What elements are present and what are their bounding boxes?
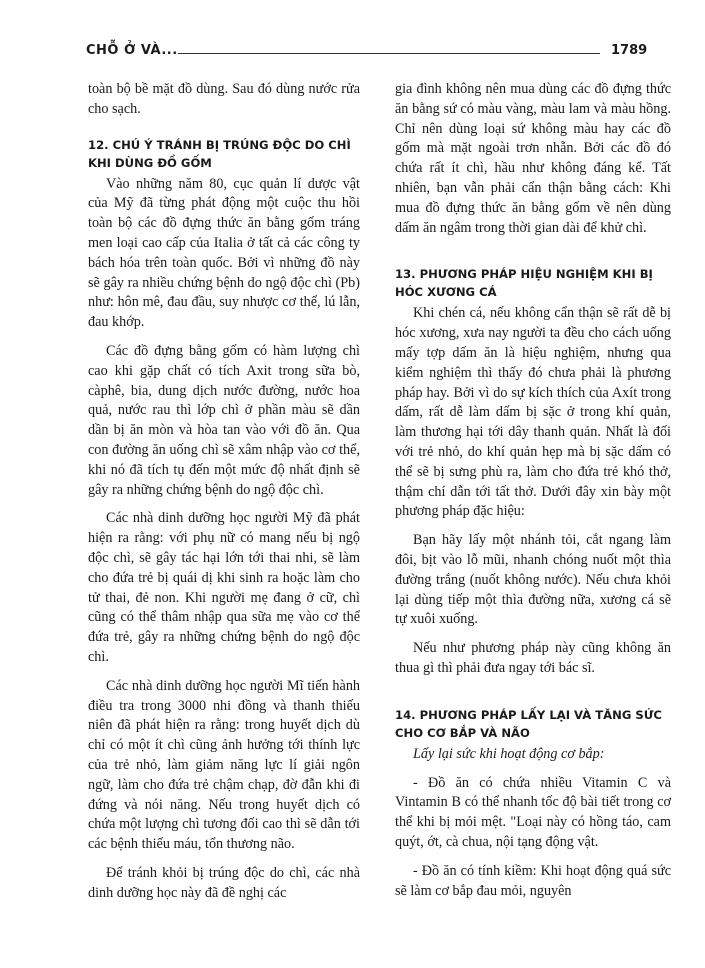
section-heading: 14. PHƯƠNG PHÁP LẤY LẠI VÀ TĂNG SỨC CHO CƠ BẮP VÀ NÃO	[395, 707, 662, 740]
header-rule	[178, 53, 600, 54]
body-paragraph: Bạn hãy lấy một nhánh tỏi, cắt ngang làm đôi, bịt vào lỗ mũi, nhanh chóng nuốt một thìa đường trắng (nuốt không nước). Nếu chưa khỏi lại dùng tiếp một thìa đường nữa, xương cá sẽ tự xuôi xuống.	[395, 532, 671, 628]
body-paragraph: Vào những năm 80, cục quản lí dược vật của Mỹ đã từng phát động một cuộc thu hồi toàn bộ các đồ đựng thức ăn bằng gốm tráng men loại cao cấp của Italia ở tất cả các công ty bách hóa trên toàn quốc. Bởi vì những đồ này sẽ gây ra nhiều chứng bệnh do ngộ độc chì (Pb) như: hôn mê, đau đầu, suy nhược cơ thể, lú lẫn, đau khớp.	[88, 175, 360, 331]
body-paragraph: Các đồ đựng bằng gốm có hàm lượng chì cao khi gặp chất có tích Axit trong sữa bò, càphê, bia, dung dịch nước đường, nước hoa quả, nước rau thì lớp chì ở phần màu sẽ dần dần bị ăn mòn và hòa tan vào với đồ ăn. Qua con đường ăn uống chì sẽ xâm nhập vào cơ thể, khi nó đã tích tụ đến một mức độ nhất định sẽ gây ra những chứng bệnh do ngộ độc chì.	[88, 342, 360, 498]
body-paragraph: Khi chén cá, nếu không cẩn thận sẽ rất dễ bị hóc xương, xưa nay người ta đều cho cách uống mấy tợp dấm ăn là hiệu nghiệm, nhưng qua kiểm nghiệm thì thấy đó chưa phải là phương pháp hay. Bởi vì do sự kích thích của Axít trong dấm, rất dễ làm dấm bị sặc ở trong khí quản, làm thương hại tới dây thanh quản. Nhất là đối với trẻ nhỏ, do khí quản hẹp mà bị sặc dấm có thể sẽ bị sưng phù ra, làm cho đứa trẻ khó thở, thậm chí dẫn tới tất thở. Dưới đây xin bày một phương pháp đặc hiệu:	[395, 305, 671, 520]
body-paragraph: Lấy lại sức khi hoạt động cơ bắp:	[413, 745, 605, 762]
left-column	[88, 80, 360, 912]
body-paragraph: toàn bộ bề mặt đồ dùng. Sau đó dùng nước rửa cho sạch.	[88, 81, 360, 117]
page-number: 1789	[611, 43, 648, 58]
body-paragraph: Để tránh khỏi bị trúng độc do chì, các nhà dinh dưỡng học này đã đề nghị các	[88, 864, 360, 901]
body-paragraph: gia đình không nên mua dùng các đồ đựng thức ăn bằng sứ có màu vàng, màu lam và màu hồng. Chỉ nên dùng loại sứ không màu hay các đồ gốm mà mặt ngoài trơn nhẵn. Bởi các đồ đó chứa rất ít chì, hầu như không đáng kể. Tất nhiên, bạn vẫn phải cẩn thận bằng cách: Khi mua đồ đựng thức ăn bằng gốm về nên dùng dấm ăn ngâm trong thời gian dài để khử chì.	[395, 81, 671, 236]
running-title: CHỖ Ở VÀ...	[86, 43, 178, 58]
body-paragraph: Các nhà dinh dưỡng học người Mĩ tiến hành điều tra trong 3000 nhi đồng và thanh thiếu niên đã phát hiện ra rằng: trong huyết dịch dù chỉ có một ít chì cũng ảnh hưởng tới thính lực của trẻ nhỏ, làm giảm năng lực lí giải ngôn ngữ, làm cho đứa trẻ chậm chạp, đờ đẫn khi đi đứng và nói năng. Nếu trong huyết dịch có chứa một lượng chì tương đối cao thì sẽ dẫn tới các bệnh thiếu máu, tổn thương não.	[88, 677, 360, 853]
right-column	[395, 80, 671, 910]
section-heading: 13. PHƯƠNG PHÁP HIỆU NGHIỆM KHI BỊ HÓC XƯƠNG CÁ	[395, 267, 653, 300]
body-paragraph: - Đồ ăn có chứa nhiều Vitamin C và Vintamin B có thể nhanh tốc độ bài tiết trong cơ thể khi bị mỏi mệt. "Loại này có hồng táo, cam quýt, ớt, cà chua, nội tạng động vật.	[395, 774, 671, 850]
body-paragraph: Nếu như phương pháp này cũng không ăn thua gì thì phải đưa ngay tới bác sĩ.	[395, 640, 671, 676]
body-paragraph: - Đồ ăn có tính kiềm: Khi hoạt động quá sức sẽ làm cơ bắp đau mỏi, nguyên	[395, 862, 671, 899]
body-paragraph: Các nhà dinh dưỡng học người Mỹ đã phát hiện ra rằng: với phụ nữ có mang nếu bị ngộ độc chì, sẽ gây tác hại lớn tới thai nhi, sẽ làm cho đứa trẻ bị quái dị khi sinh ra hoặc làm cho tử thai, đẻ non. Khi người mẹ đang ở cữ, chì cũng có thể thâm nhập qua sữa mẹ vào cơ thể đứa trẻ, gây ra những chứng bệnh do ngộ độc chì.	[88, 510, 360, 665]
section-heading: 12. CHÚ Ý TRÁNH BỊ TRÚNG ĐỘC DO CHÌ KHI DÙNG ĐỒ GỐM	[88, 137, 351, 170]
